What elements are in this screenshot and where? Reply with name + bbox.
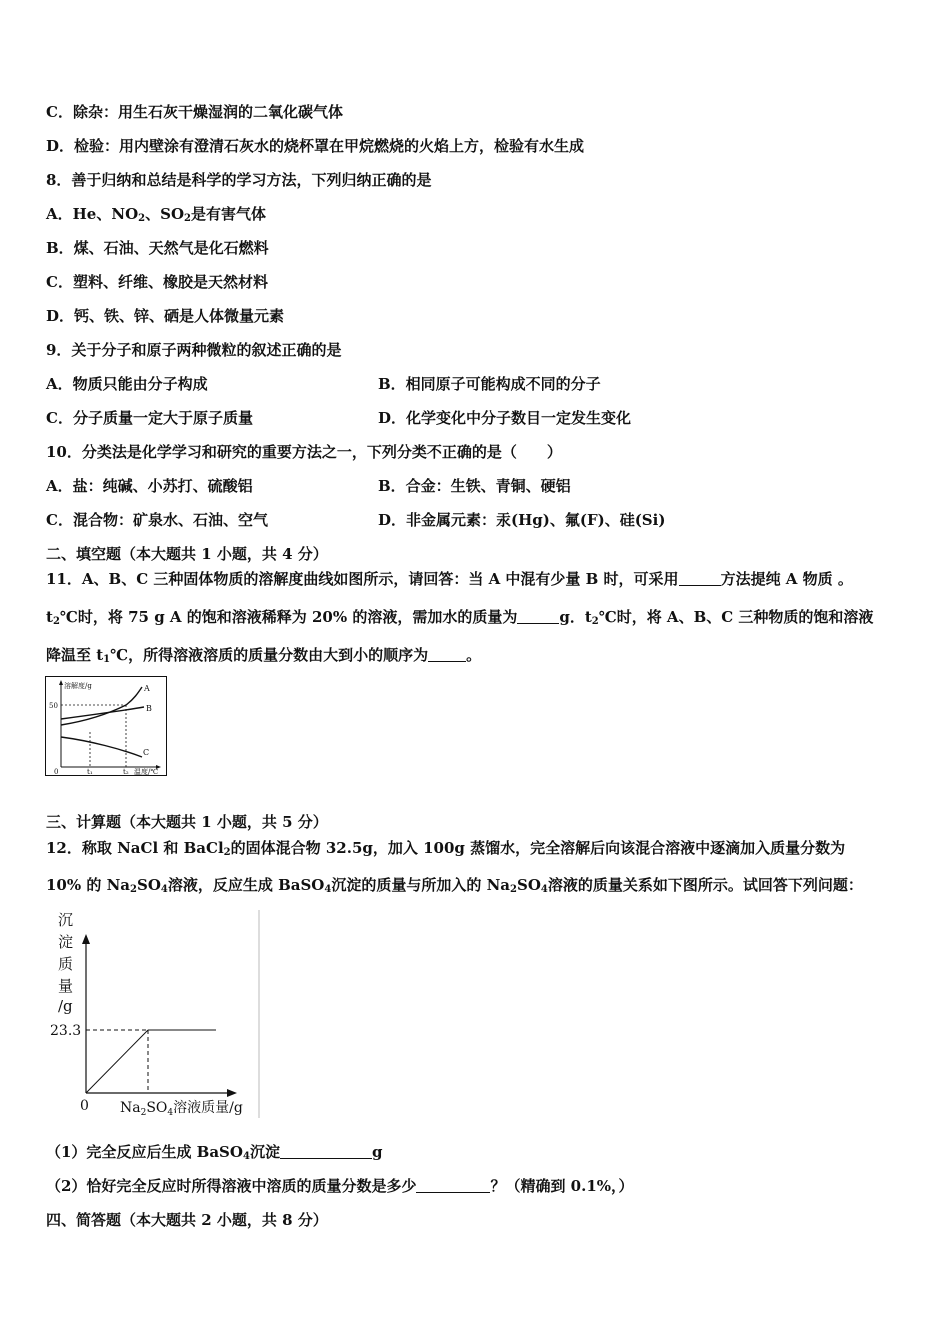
q12-sub1-text-b: 沉淀 xyxy=(249,1143,280,1161)
q12-sub2-text-a: （2）恰好完全反应时所得溶液中溶质的质量分数是多少 xyxy=(46,1177,417,1195)
origin-label: 0 xyxy=(54,768,59,775)
curve-c-label: C xyxy=(143,748,150,757)
subscript: 2 xyxy=(510,884,517,895)
q11-line2 xyxy=(46,607,873,627)
q11-line3-text-b: ℃，所得溶液溶质的质量分数由大到小的顺序为 xyxy=(110,646,429,664)
q12-line1-text-b: 的固体混合物 32.5g，加入 100g 蒸馏水，完全溶解后向该混合溶液中逐滴加入质量分数为 xyxy=(230,839,846,857)
section3-title: 三、计算题（本大题共 1 小题，共 5 分） xyxy=(46,813,328,831)
q8-option-a-text-3: 是有害气体 xyxy=(190,205,266,223)
x-label-sub-4: 4 xyxy=(167,1108,174,1118)
y-label-char-2: 淀 xyxy=(58,933,74,951)
y-label-char-1: 沉 xyxy=(58,911,74,929)
y-tick-50: 50 xyxy=(49,702,58,710)
y-label-char-5: /g xyxy=(58,997,73,1015)
q7-option-c: C．除杂：用生石灰干燥湿润的二氧化碳气体 xyxy=(46,103,343,121)
q10-stem: 10．分类法是化学学习和研究的重要方法之一，下列分类不正确的是（ ） xyxy=(46,443,562,461)
q11-line2-text-b: ℃时，将 75 g A 的饱和溶液稀释为 20% 的溶液，需加水的质量为 xyxy=(59,608,518,626)
subscript: 1 xyxy=(103,654,111,665)
subscript: 4 xyxy=(242,1151,250,1162)
y-axis-label: 溶解度/g xyxy=(64,682,92,690)
q8-option-d: D．钙、铁、锌、硒是人体微量元素 xyxy=(46,307,285,325)
q8-option-a xyxy=(46,204,266,224)
q11-line1-text-a: 11．A、B、C 三种固体物质的溶解度曲线如图所示，请回答：当 A 中混有少量 B 时，可采用 xyxy=(46,570,679,588)
subscript: 2 xyxy=(138,213,146,224)
q10-option-c: C．混合物：矿泉水、石油、空气 xyxy=(46,511,268,529)
q11-line1-text-b: 方法提纯 A 物质 。 xyxy=(720,570,853,588)
curve-a xyxy=(61,687,142,725)
x-axis-arrow xyxy=(227,1089,237,1097)
subscript: 2 xyxy=(130,884,137,895)
precipitate-chart xyxy=(46,908,261,1120)
q12-line2-text-e: SO xyxy=(516,876,541,894)
curve-b xyxy=(61,707,144,719)
q10-option-a: A．盐：纯碱、小苏打、硫酸铝 xyxy=(46,477,253,495)
subscript: 4 xyxy=(160,884,168,895)
y-axis-arrow xyxy=(82,934,90,944)
curve-b-label: B xyxy=(146,704,152,713)
x-axis-label xyxy=(120,1099,243,1118)
q10-option-d: D．非金属元素：汞(Hg)、氟(F)、硅(Si) xyxy=(378,511,666,529)
q12-line2-text-d: 沉淀的质量与所加入的 Na xyxy=(331,876,511,894)
answer-blank[interactable] xyxy=(280,1144,372,1159)
q11-line1 xyxy=(46,569,853,589)
subscript: 4 xyxy=(540,884,548,895)
q12-sub1-text-a: （1）完全反应后生成 BaSO xyxy=(46,1143,243,1161)
x-label-part-2: SO xyxy=(146,1100,168,1116)
q11-line2-text-c: g．t xyxy=(559,608,592,626)
q9-option-b: B．相同原子可能构成不同的分子 xyxy=(378,375,601,393)
curve-c xyxy=(61,737,142,757)
q12-line2-text-c: 溶液，反应生成 BaSO xyxy=(167,876,325,894)
subscript: 2 xyxy=(223,847,231,858)
x-axis-label: 温度/℃ xyxy=(134,768,159,775)
precipitate-chart-svg xyxy=(46,908,261,1120)
subscript: 2 xyxy=(52,616,60,627)
subscript: 4 xyxy=(324,884,332,895)
q12-line2-text-b: SO xyxy=(136,876,161,894)
q11-line3 xyxy=(46,645,481,665)
q12-line1 xyxy=(46,838,845,858)
subscript: 2 xyxy=(184,213,191,224)
q12-sub1-text-c: g xyxy=(371,1143,383,1161)
q12-line2-text-a: 10% 的 Na xyxy=(46,876,131,894)
q9-option-d: D．化学变化中分子数目一定发生变化 xyxy=(378,409,632,427)
q9-option-c: C．分子质量一定大于原子质量 xyxy=(46,409,253,427)
x-label-sub-2: 2 xyxy=(140,1108,147,1118)
q8-option-a-text-2: 、SO xyxy=(145,205,185,223)
answer-blank[interactable] xyxy=(517,609,559,624)
answer-blank[interactable] xyxy=(679,571,721,586)
rising-line xyxy=(86,1030,148,1093)
answer-blank[interactable] xyxy=(416,1178,490,1193)
section2-title: 二、填空题（本大题共 1 小题，共 4 分） xyxy=(46,545,328,563)
answer-blank[interactable] xyxy=(428,647,466,662)
q12-sub1 xyxy=(46,1142,382,1162)
section4-title: 四、简答题（本大题共 2 小题，共 8 分） xyxy=(46,1211,328,1229)
q8-option-c: C．塑料、纤维、橡胶是天然材料 xyxy=(46,273,268,291)
q11-line2-text-a: t xyxy=(46,608,53,626)
q10-option-b: B．合金：生铁、青铜、硬铝 xyxy=(378,477,571,495)
q11-line3-text-a: 降温至 t xyxy=(46,646,104,664)
q8-stem: 8．善于归纳和总结是科学的学习方法，下列归纳正确的是 xyxy=(46,171,432,189)
q7-option-d: D．检验：用内壁涂有澄清石灰水的烧杯罩在甲烷燃烧的火焰上方，检验有水生成 xyxy=(46,137,585,155)
origin-label: 0 xyxy=(80,1098,89,1114)
x-tick-t2: t₂ xyxy=(123,768,129,775)
subscript: 2 xyxy=(591,616,599,627)
x-label-part-3: 溶液质量/g xyxy=(173,1100,243,1116)
q12-sub2 xyxy=(46,1176,634,1196)
y-label-char-4: 量 xyxy=(58,977,74,995)
q11-line3-text-c: 。 xyxy=(466,646,482,664)
y-axis-arrow xyxy=(59,680,63,685)
solubility-chart xyxy=(45,676,167,776)
q9-option-a: A．物质只能由分子构成 xyxy=(46,375,208,393)
x-label-part-1: Na xyxy=(120,1100,141,1116)
solubility-chart-svg xyxy=(46,677,166,775)
q8-option-a-text-1: A．He、NO xyxy=(46,205,139,223)
q11-line2-text-d: ℃时，将 A、B、C 三种物质的饱和溶液 xyxy=(598,608,874,626)
y-value-label: 23.3 xyxy=(50,1023,82,1039)
q9-stem: 9．关于分子和原子两种微粒的叙述正确的是 xyxy=(46,341,342,359)
q8-option-b: B．煤、石油、天然气是化石燃料 xyxy=(46,239,269,257)
q12-line2-text-f: 溶液的质量关系如下图所示。试回答下列问题： xyxy=(547,876,863,894)
curve-a-label: A xyxy=(144,684,150,693)
x-tick-t1: t₁ xyxy=(87,768,93,775)
y-label-char-3: 质 xyxy=(58,955,74,973)
q12-sub2-text-b: ？（精确到 0.1%，） xyxy=(490,1177,634,1195)
q12-line1-text-a: 12．称取 NaCl 和 BaCl xyxy=(46,839,224,857)
q12-line2 xyxy=(46,875,863,895)
